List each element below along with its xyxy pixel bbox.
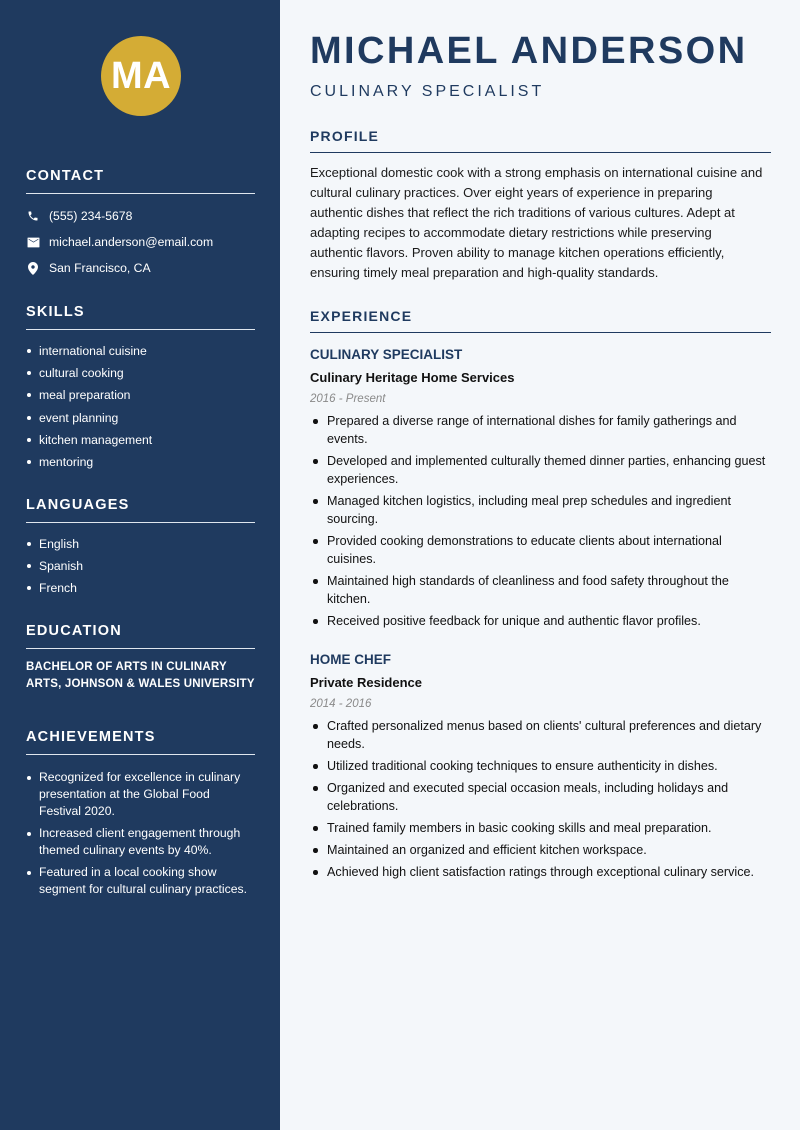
contact-phone [26, 203, 255, 229]
job-bullet: Crafted personalized menus based on clients' cultural preferences and dietary needs. [310, 717, 771, 753]
experience-heading: EXPERIENCE [310, 308, 771, 333]
language-item: Spanish [26, 555, 255, 577]
contact-location [26, 255, 255, 281]
job-bullet: Managed kitchen logistics, including meal prep schedules and ingredient sourcing. [310, 492, 771, 528]
job-bullet: Achieved high client satisfaction ratings through exceptional culinary service. [310, 863, 771, 881]
avatar-initials: MA [110, 54, 172, 97]
skill-item: kitchen management [26, 429, 255, 451]
job-bullet: Organized and executed special occasion meals, including holidays and celebrations. [310, 779, 771, 815]
job-bullets [310, 412, 771, 630]
language-item: French [26, 577, 255, 599]
education-heading: EDUCATION [26, 623, 255, 649]
contact-email [26, 229, 255, 255]
job-title: CULINARY SPECIALIST [310, 347, 463, 362]
job-title: HOME CHEF [310, 652, 391, 667]
languages-list [26, 533, 255, 600]
job-bullet: Utilized traditional cooking techniques to ensure authenticity in dishes. [310, 757, 771, 775]
main-content [280, 0, 800, 1130]
achievements-list [26, 769, 255, 898]
skill-item: cultural cooking [26, 362, 255, 384]
skills-section [26, 304, 255, 473]
achievements-heading: ACHIEVEMENTS [26, 729, 255, 755]
skills-list [26, 340, 255, 473]
job-dates: 2014 - 2016 [310, 698, 372, 710]
candidate-title: CULINARY SPECIALIST [310, 83, 545, 100]
skill-item: mentoring [26, 451, 255, 473]
achievement-item: Recognized for excellence in culinary presentation at the Global Food Festival 2020. [26, 769, 255, 820]
sidebar [0, 0, 280, 1130]
phone-text: (555) 234-5678 [49, 209, 133, 223]
avatar [101, 36, 181, 116]
job-entry [310, 651, 771, 885]
job-company: Culinary Heritage Home Services [310, 370, 515, 385]
language-item: English [26, 533, 255, 555]
contact-list [26, 203, 255, 281]
achievement-item: Featured in a local cooking show segment for cultural culinary practices. [26, 864, 255, 898]
skills-heading: SKILLS [26, 304, 255, 330]
job-bullet: Prepared a diverse range of international dishes for family gatherings and events. [310, 412, 771, 448]
email-text: michael.anderson@email.com [49, 235, 214, 249]
phone-icon [26, 209, 40, 223]
job-company: Private Residence [310, 675, 423, 690]
languages-heading: LANGUAGES [26, 497, 255, 523]
achievement-item: Increased client engagement through themed culinary events by 40%. [26, 825, 255, 859]
education-degree: BACHELOR OF ARTS IN CULINARY ARTS, JOHNSON & WALES UNIVERSITY [26, 661, 255, 690]
job-entry [310, 346, 771, 634]
skill-item: international cuisine [26, 340, 255, 362]
job-bullet: Maintained high standards of cleanliness and food safety throughout the kitchen. [310, 572, 771, 608]
achievements-section [26, 729, 255, 903]
job-bullets [310, 717, 771, 881]
skill-item: event planning [26, 407, 255, 429]
skill-item: meal preparation [26, 384, 255, 406]
profile-heading: PROFILE [310, 128, 771, 153]
job-bullet: Received positive feedback for unique and authentic flavor profiles. [310, 612, 771, 630]
profile-text: Exceptional domestic cook with a strong emphasis on international cuisine and cultural culinary practices. Over eight years of experience in preparing authentic dishes that reflect the rich traditions of various cultures. Adept at adapting recipes to accommodate dietary restrictions while preserving authentic flavors. Proven ability to manage kitchen operations efficiently, ensuring timely meal preparation and high-quality standards. [310, 165, 763, 280]
location-icon [26, 261, 40, 275]
email-icon [26, 235, 40, 249]
job-dates: 2016 - Present [310, 393, 386, 405]
job-bullet: Maintained an organized and efficient kitchen workspace. [310, 841, 771, 859]
job-bullet: Developed and implemented culturally themed dinner parties, enhancing guest experiences. [310, 452, 771, 488]
education-section [26, 623, 255, 693]
location-text: San Francisco, CA [49, 261, 151, 275]
candidate-name: MICHAEL ANDERSON [310, 30, 748, 72]
contact-section [26, 168, 255, 281]
job-bullet: Provided cooking demonstrations to educate clients about international cuisines. [310, 532, 771, 568]
languages-section [26, 497, 255, 600]
job-bullet: Trained family members in basic cooking skills and meal preparation. [310, 819, 771, 837]
contact-heading: CONTACT [26, 168, 255, 194]
